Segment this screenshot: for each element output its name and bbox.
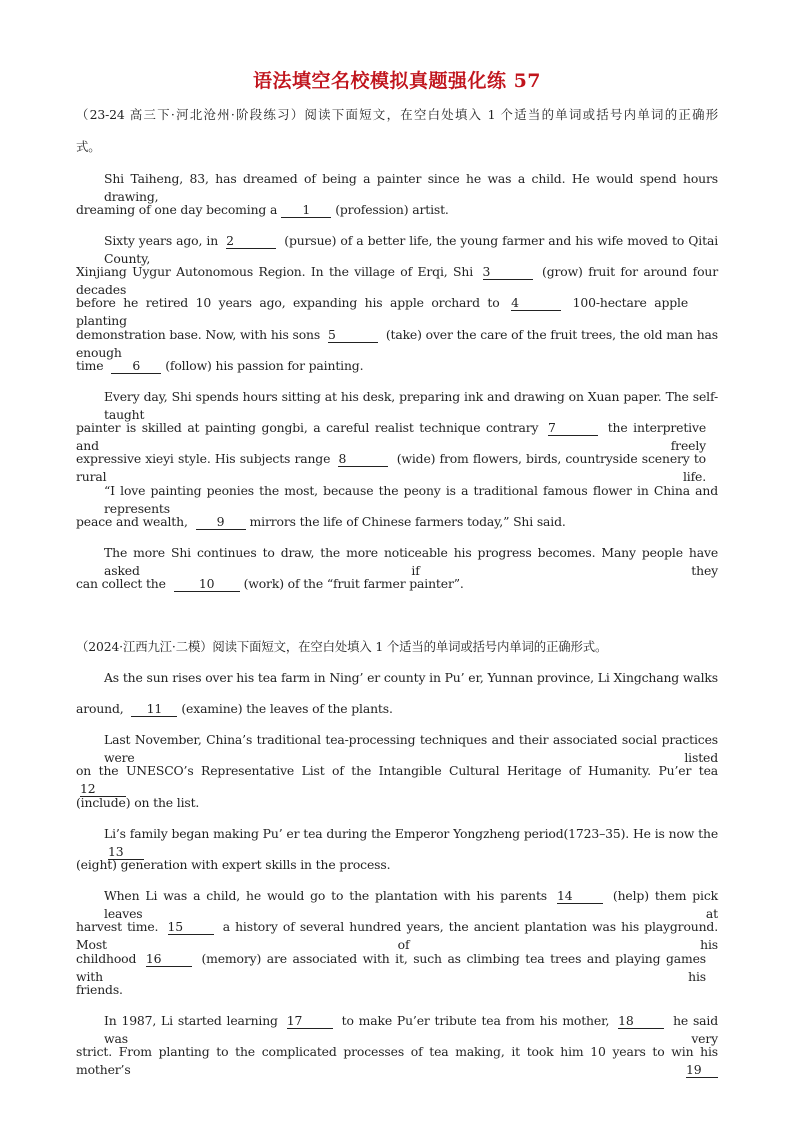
passage1-line: The more Shi continues to draw, the more noticeable his progress becomes. Many people have asked if they xyxy=(104,545,718,578)
answer-blank-14[interactable]: 14 xyxy=(557,888,603,904)
answer-blank-18[interactable]: 18 xyxy=(618,1013,664,1029)
passage1-line: Every day, Shi spends hours sitting at his desk, preparing ink and drawing on Xuan paper. The self-taught xyxy=(104,389,718,422)
passage2-line: strict. From planting to the complicated processes of tea making, it took him 10 years to win his mother’s 19 xyxy=(76,1044,718,1077)
answer-blank-17[interactable]: 17 xyxy=(287,1013,333,1029)
passage2-line: friends. xyxy=(76,982,123,997)
answer-blank-12[interactable]: 12 xyxy=(80,781,126,797)
passage1-line: time 6 (follow) his passion for painting. xyxy=(76,358,364,373)
answer-blank-4[interactable]: 4 xyxy=(511,295,561,311)
passage2-line: In 1987, Li started learning 17 to make Pu’er tribute tea from his mother, 18 he said was very xyxy=(104,1013,718,1046)
answer-blank-15[interactable]: 15 xyxy=(168,919,214,935)
passage1-line: can collect the 10 (work) of the “fruit farmer painter”. xyxy=(76,576,464,591)
passage1-line: demonstration base. Now, with his sons 5 (take) over the care of the fruit trees, the old man has enough xyxy=(76,327,718,360)
passage1-line: expressive xieyi style. His subjects range 8 (wide) from flowers, birds, countryside scenery to rural life. xyxy=(76,451,706,484)
answer-blank-16[interactable]: 16 xyxy=(146,951,192,967)
answer-blank-2[interactable]: 2 xyxy=(226,233,276,249)
passage2-line: on the UNESCO’s Representative List of the Intangible Cultural Heritage of Humanity. Pu’er tea 12 xyxy=(76,763,718,796)
answer-blank-1[interactable]: 1 xyxy=(281,202,331,218)
passage2-line: Last November, China’s traditional tea-processing techniques and their associated social practices were listed xyxy=(104,732,718,765)
passage2-line: (eight) generation with expert skills in the process. xyxy=(76,857,391,872)
answer-blank-10[interactable]: 10 xyxy=(174,576,240,592)
page-title: 语法填空名校模拟真题强化练 57 xyxy=(252,70,542,92)
passage2-instruction: （2024·江西九江·二模）阅读下面短文，在空白处填入 1 个适当的单词或括号内单词的正确形式。 xyxy=(76,639,608,654)
passage1-line: dreaming of one day becoming a 1 (profession) artist. xyxy=(76,202,449,217)
passage1-line: Xinjiang Uygur Autonomous Region. In the village of Erqi, Shi 3 (grow) fruit for around four decades xyxy=(76,264,719,297)
passage1-instruction: （23-24 高三下·河北沧州·阶段练习）阅读下面短文，在空白处填入 1 个适当的单词或括号内单词的正确形 xyxy=(76,107,718,122)
answer-blank-7[interactable]: 7 xyxy=(548,420,598,436)
answer-blank-11[interactable]: 11 xyxy=(131,701,177,717)
answer-blank-3[interactable]: 3 xyxy=(483,264,533,280)
passage2-line: around, 11 (examine) the leaves of the plants. xyxy=(76,701,393,716)
passage2-line: childhood 16 (memory) are associated with it, such as climbing tea trees and playing games with his xyxy=(76,951,706,984)
passage1-line: before he retired 10 years ago, expanding his apple orchard to 4 100-hectare apple planting xyxy=(76,295,689,328)
answer-blank-5[interactable]: 5 xyxy=(328,327,378,343)
passage1-line: Sixty years ago, in 2 (pursue) of a better life, the young farmer and his wife moved to Qitai County, xyxy=(104,233,719,266)
passage1-line: “I love painting peonies the most, because the peony is a traditional famous flower in China and represents xyxy=(104,483,718,516)
passage2-line: When Li was a child, he would go to the plantation with his parents 14 (help) them pick leaves at xyxy=(104,888,718,921)
answer-blank-13[interactable]: 13 xyxy=(108,844,144,860)
passage2-line: harvest time. 15 a history of several hundred years, the ancient plantation was his playground. Most of his xyxy=(76,919,718,952)
answer-blank-6[interactable]: 6 xyxy=(111,358,161,374)
passage1-line: painter is skilled at painting gongbi, a careful realist technique contrary 7 the interpretive and freely xyxy=(76,420,706,453)
passage1-line: peace and wealth, 9 mirrors the life of Chinese farmers today,” Shi said. xyxy=(76,514,566,529)
passage2-line: (include) on the list. xyxy=(76,795,200,810)
answer-blank-9[interactable]: 9 xyxy=(196,514,246,530)
passage2-line: Li’s family began making Pu’ er tea during the Emperor Yongzheng period(1723–35). He is now the 13 xyxy=(104,826,718,859)
passage1-instruction-cont: 式。 xyxy=(76,139,101,154)
passage2-line: As the sun rises over his tea farm in Ning’ er county in Pu’ er, Yunnan province, Li Xingchang walks xyxy=(104,670,718,685)
answer-blank-19[interactable]: 19 xyxy=(686,1062,718,1078)
passage1-line: Shi Taiheng, 83, has dreamed of being a painter since he was a child. He would spend hours drawing, xyxy=(104,171,718,204)
answer-blank-8[interactable]: 8 xyxy=(338,451,388,467)
